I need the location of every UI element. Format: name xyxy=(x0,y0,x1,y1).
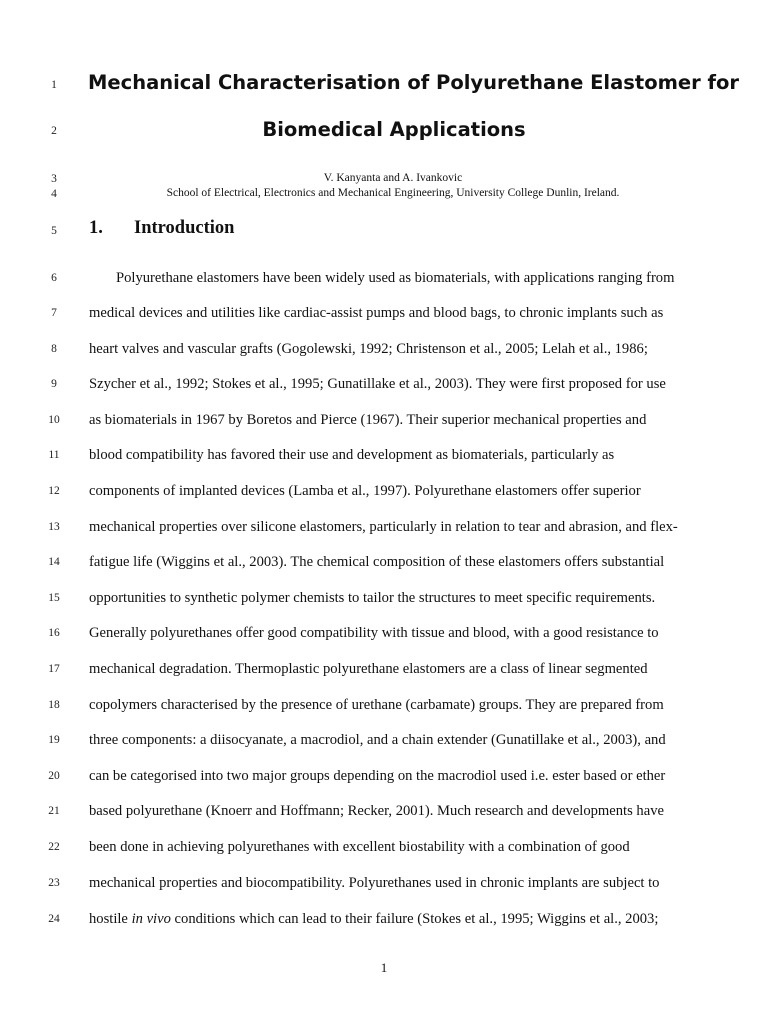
line-number: 1 xyxy=(51,79,57,91)
line-number: 24 xyxy=(48,913,60,925)
line-number: 12 xyxy=(48,485,60,497)
line-number: 6 xyxy=(51,272,57,284)
section-title: Introduction xyxy=(134,218,235,238)
line-number: 7 xyxy=(51,307,57,319)
body-line: mechanical properties and biocompatibility. Polyurethanes used in chronic implants are subject to xyxy=(89,875,660,891)
body-line: Generally polyurethanes offer good compatibility with tissue and blood, with a good resistance to xyxy=(89,625,659,641)
section-heading xyxy=(89,218,234,239)
body-line: fatigue life (Wiggins et al., 2003). The chemical composition of these elastomers offers substantial xyxy=(89,554,665,570)
paper-title-line-1: Mechanical Characterisation of Polyurethane Elastomer for xyxy=(88,71,740,94)
line-number: 5 xyxy=(51,225,57,237)
body-line: opportunities to synthetic polymer chemists to tailor the structures to meet specific requirements. xyxy=(89,590,656,606)
italic-term: in vivo xyxy=(131,911,171,927)
line-number: 22 xyxy=(48,841,60,853)
line-number: 9 xyxy=(51,378,57,390)
line-number: 23 xyxy=(48,877,60,889)
section-number: 1. xyxy=(89,218,103,238)
line-number: 11 xyxy=(48,449,60,461)
text-span: hostile xyxy=(89,911,132,927)
line-number: 10 xyxy=(48,414,60,426)
line-number: 20 xyxy=(48,770,60,782)
paper-title-line-2: Biomedical Applications xyxy=(262,118,526,141)
body-line: heart valves and vascular grafts (Gogolewski, 1992; Christenson et al., 2005; Lelah et al., 1986; xyxy=(89,341,648,357)
body-line-last xyxy=(89,910,699,928)
line-number: 3 xyxy=(51,173,57,185)
line-number: 8 xyxy=(51,343,57,355)
affiliation: School of Electrical, Electronics and Mechanical Engineering, University College Dunlin, Ireland. xyxy=(166,187,620,199)
line-number: 21 xyxy=(48,805,60,817)
line-number: 15 xyxy=(48,592,60,604)
body-line: copolymers characterised by the presence of urethane (carbamate) groups. They are prepared from xyxy=(89,697,664,713)
text-span: conditions which can lead to their failure (Stokes et al., 1995; Wiggins et al., 2003; xyxy=(170,911,659,927)
line-number: 19 xyxy=(48,734,60,746)
line-number: 2 xyxy=(51,125,57,137)
authors: V. Kanyanta and A. Ivankovic xyxy=(323,172,463,184)
body-line: three components: a diisocyanate, a macrodiol, and a chain extender (Gunatillake et al., 2003), and xyxy=(89,732,666,748)
line-number: 18 xyxy=(48,699,60,711)
body-line: as biomaterials in 1967 by Boretos and Pierce (1967). Their superior mechanical properties and xyxy=(89,412,647,428)
line-number: 17 xyxy=(48,663,60,675)
body-line: been done in achieving polyurethanes with excellent biostability with a combination of good xyxy=(89,839,630,855)
line-number: 4 xyxy=(51,188,57,200)
body-line: blood compatibility has favored their use and development as biomaterials, particularly as xyxy=(89,447,615,463)
body-line: can be categorised into two major groups depending on the macrodiol used i.e. ester based or ether xyxy=(89,768,666,784)
body-line: components of implanted devices (Lamba et al., 1997). Polyurethane elastomers offer superior xyxy=(89,483,641,499)
body-line: mechanical properties over silicone elastomers, particularly in relation to tear and abrasion, and flex- xyxy=(89,519,678,535)
line-number: 13 xyxy=(48,521,60,533)
body-line: based polyurethane (Knoerr and Hoffmann; Recker, 2001). Much research and developments have xyxy=(89,803,664,819)
body-line: medical devices and utilities like cardiac-assist pumps and blood bags, to chronic implants such as xyxy=(89,305,664,321)
body-line: Polyurethane elastomers have been widely used as biomaterials, with applications ranging from xyxy=(116,270,675,286)
line-number: 16 xyxy=(48,627,60,639)
line-number: 14 xyxy=(48,556,60,568)
page-number: 1 xyxy=(380,960,388,975)
body-line: mechanical degradation. Thermoplastic polyurethane elastomers are a class of linear segmented xyxy=(89,661,648,677)
body-line: Szycher et al., 1992; Stokes et al., 1995; Gunatillake et al., 2003). They were first proposed for use xyxy=(89,376,666,392)
